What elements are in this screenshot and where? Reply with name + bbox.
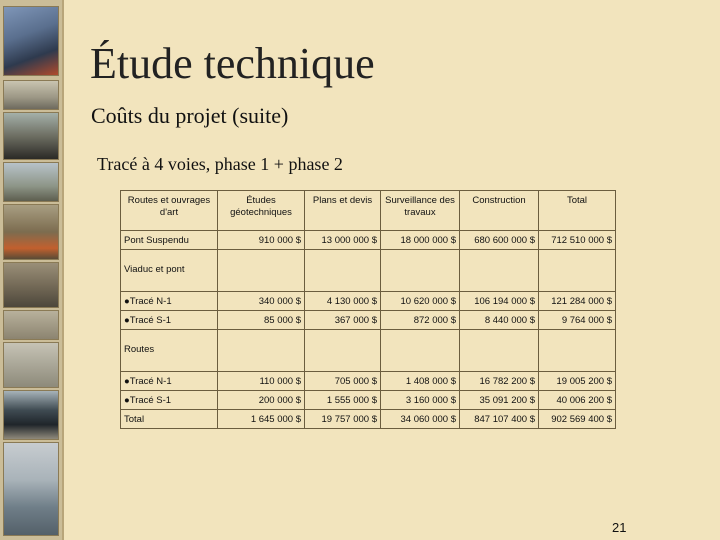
table-cell bbox=[381, 330, 460, 372]
header-cell: Études géotechniques bbox=[218, 191, 305, 231]
table-cell bbox=[218, 250, 305, 292]
row-label: Pont Suspendu bbox=[121, 231, 218, 250]
survey-photo bbox=[3, 342, 59, 388]
header-cell: Surveillance des travaux bbox=[381, 191, 460, 231]
table-cell: 19 005 200 $ bbox=[539, 372, 616, 391]
table-cell: 13 000 000 $ bbox=[305, 231, 381, 250]
table-cell: 1 408 000 $ bbox=[381, 372, 460, 391]
table-cell: 705 000 $ bbox=[305, 372, 381, 391]
table-cell: 847 107 400 $ bbox=[460, 410, 539, 429]
table-cell bbox=[539, 330, 616, 372]
row-label: ●Tracé S-1 bbox=[121, 391, 218, 410]
section-label: Routes bbox=[121, 330, 218, 372]
slide-subtitle: Coûts du projet (suite) bbox=[91, 103, 289, 128]
table-cell: 121 284 000 $ bbox=[539, 292, 616, 311]
construction-photo bbox=[3, 204, 59, 260]
table-cell: 910 000 $ bbox=[218, 231, 305, 250]
table-row bbox=[121, 231, 616, 250]
table-cell: 110 000 $ bbox=[218, 372, 305, 391]
table-cell: 4 130 000 $ bbox=[305, 292, 381, 311]
table-cell: 16 782 200 $ bbox=[460, 372, 539, 391]
cost-table bbox=[120, 190, 616, 429]
table-cell: 10 620 000 $ bbox=[381, 292, 460, 311]
table-row bbox=[121, 311, 616, 330]
table-cell: 8 440 000 $ bbox=[460, 311, 539, 330]
table-cell: 34 060 000 $ bbox=[381, 410, 460, 429]
table-row bbox=[121, 292, 616, 311]
header-cell: Plans et devis bbox=[305, 191, 381, 231]
table-cell: 18 000 000 $ bbox=[381, 231, 460, 250]
header-cell: Construction bbox=[460, 191, 539, 231]
section-label: Viaduc et pont bbox=[121, 250, 218, 292]
table-cell bbox=[381, 250, 460, 292]
table-cell: 40 006 200 $ bbox=[539, 391, 616, 410]
table-caption: Tracé à 4 voies, phase 1 + phase 2 bbox=[97, 154, 343, 174]
table-cell: 35 091 200 $ bbox=[460, 391, 539, 410]
machinery-photo bbox=[3, 310, 59, 340]
table-cell: 19 757 000 $ bbox=[305, 410, 381, 429]
photo-strip bbox=[0, 0, 62, 540]
table-cell: 712 510 000 $ bbox=[539, 231, 616, 250]
rock-photo bbox=[3, 262, 59, 308]
header-cell: Total bbox=[539, 191, 616, 231]
table-section-row bbox=[121, 330, 616, 372]
water-photo bbox=[3, 390, 59, 440]
table-cell: 872 000 $ bbox=[381, 311, 460, 330]
table-cell: 3 160 000 $ bbox=[381, 391, 460, 410]
table-cell: 1 555 000 $ bbox=[305, 391, 381, 410]
row-label: ●Tracé S-1 bbox=[121, 311, 218, 330]
table-cell bbox=[539, 250, 616, 292]
table-cell: 367 000 $ bbox=[305, 311, 381, 330]
table-row bbox=[121, 372, 616, 391]
table-cell: 85 000 $ bbox=[218, 311, 305, 330]
tunnel-photo bbox=[3, 112, 59, 160]
table-cell: 902 569 400 $ bbox=[539, 410, 616, 429]
table-cell: 106 194 000 $ bbox=[460, 292, 539, 311]
table-cell: 1 645 000 $ bbox=[218, 410, 305, 429]
header-cell: Routes et ouvrages d'art bbox=[121, 191, 218, 231]
table-row bbox=[121, 391, 616, 410]
road-photo bbox=[3, 80, 59, 110]
table-header-row bbox=[121, 191, 616, 231]
table-cell bbox=[218, 330, 305, 372]
table-section-row bbox=[121, 250, 616, 292]
table-total-row bbox=[121, 410, 616, 429]
slide-title: Étude technique bbox=[90, 39, 375, 88]
table-cell bbox=[460, 250, 539, 292]
table-cell bbox=[460, 330, 539, 372]
table-cell bbox=[305, 250, 381, 292]
bridge-photo bbox=[3, 162, 59, 202]
table-cell: 340 000 $ bbox=[218, 292, 305, 311]
table-cell: 9 764 000 $ bbox=[539, 311, 616, 330]
table-cell: 200 000 $ bbox=[218, 391, 305, 410]
workers-photo bbox=[3, 6, 59, 76]
landscape-photo bbox=[3, 442, 59, 536]
page-number: 21 bbox=[612, 520, 627, 535]
strip-edge bbox=[62, 0, 64, 540]
row-label: ●Tracé N-1 bbox=[121, 372, 218, 391]
row-label: Total bbox=[121, 410, 218, 429]
row-label: ●Tracé N-1 bbox=[121, 292, 218, 311]
table-cell: 680 600 000 $ bbox=[460, 231, 539, 250]
table-cell bbox=[305, 330, 381, 372]
